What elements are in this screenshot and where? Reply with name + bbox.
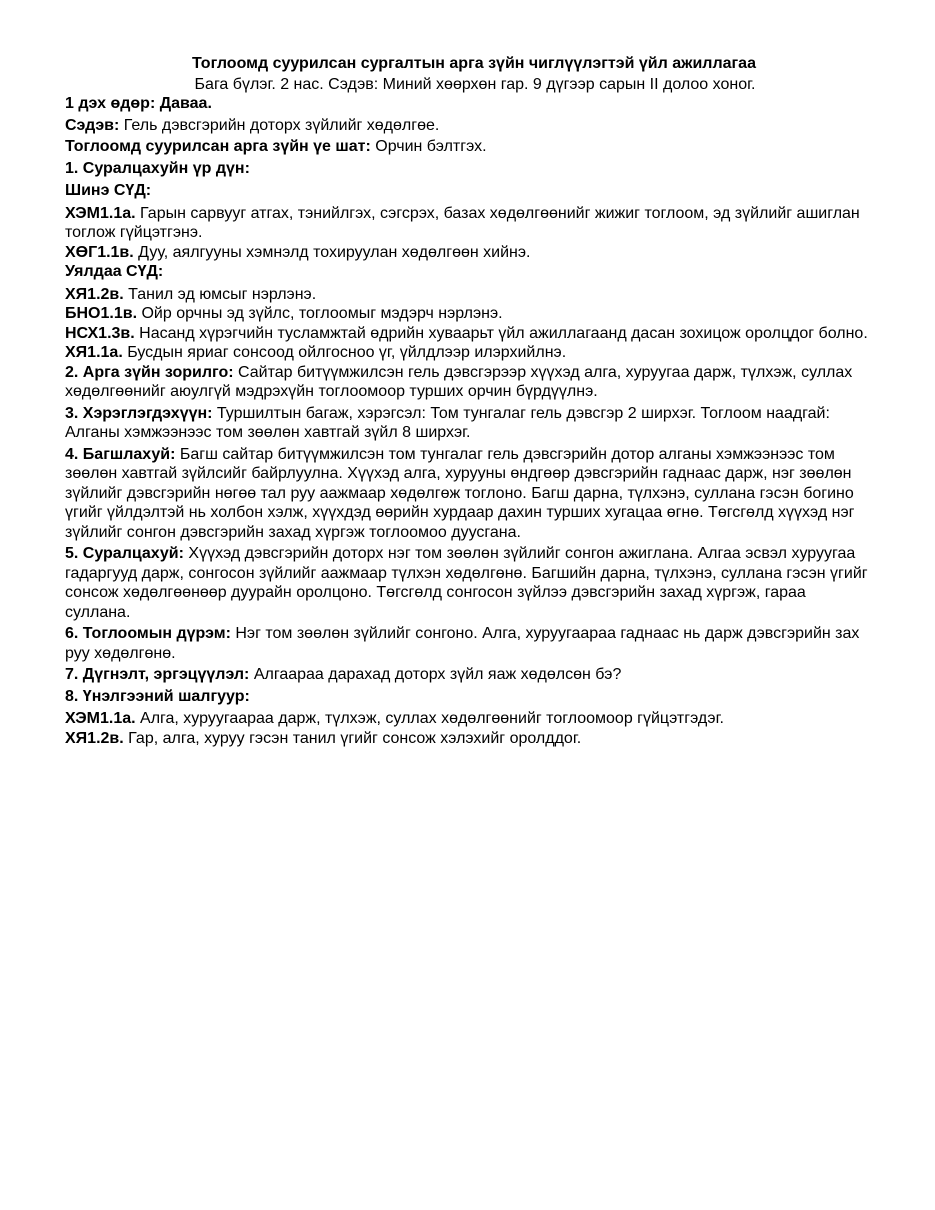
section-text: Алгаараа дарахад доторх зүйл яаж хөдөлсөн бэ?: [249, 666, 622, 683]
section-label: 2. Арга зүйн зорилго:: [65, 363, 234, 381]
topic-label: Сэдэв:: [65, 116, 120, 134]
stage-text: Орчин бэлтгэх.: [370, 138, 487, 155]
outcome-text: Бусдын яриаг сонсоод ойлгосноо үг, үйлдлээр илэрхийлнэ.: [122, 344, 567, 361]
outcome-code: ХЯ1.2в.: [65, 285, 124, 303]
section-text: Хүүхэд дэвсгэрийн доторх нэг том зөөлөн зүйлийг сонгон ажиглана. Алгаа эсвэл хуруугаа гадаргууд дарж, сонгосон зүйлийг аажмаар түлхэн хөдөлгөнө. Багшийн дарна, түлхэнэ, суллана гэсэн үгийг сонсож хөдөлгөөнөөр дуурайн оролцоно. Төгсгөлд сонгосон зүйлээ дэвсгэрийн захад хүргэж, гараа суллана.: [65, 545, 868, 621]
topic-text: Гель дэвсгэрийн доторх зүйлийг хөдөлгөе.: [119, 116, 440, 134]
section-learning: [65, 544, 875, 622]
criteria-text: Гар, алга, хуруу гэсэн танил үгийг сонсож хэлэхийг оролддог.: [123, 729, 582, 747]
outcome-text: Гарын сарвууг атгах, тэнийлгэх, сэгсрэх, базах хөдөлгөөнийг жижиг тоглоом, эд зүйлийг ашиглан тоглож гүйцэтгэнэ.: [65, 204, 860, 241]
criteria-code: ХЯ1.2в.: [65, 729, 124, 747]
related-outcome-item: [65, 285, 875, 305]
criteria-item: [65, 729, 875, 749]
section-game-rules: [65, 624, 875, 663]
outcome-text: Ойр орчны эд зүйлс, тоглоомыг мэдэрч нэрлэнэ.: [137, 305, 503, 322]
direct-outcome-item: [65, 243, 875, 263]
outcome-code: ХЭМ1.1а.: [65, 204, 136, 222]
section-reflection: [65, 665, 875, 685]
section-materials: [65, 404, 875, 443]
section-label: 6. Тоглоомын дүрэм:: [65, 625, 231, 642]
stage-line: [65, 137, 875, 157]
related-outcome-item: [65, 324, 875, 344]
section-text: Туршилтын багаж, хэрэгсэл: Том тунгалаг гель дэвсгэр 2 ширхэг. Тоглоом наадгай: Алганы хэмжээнээс том зөөлөн хавтгай зүйл 8 ширхэг.: [65, 404, 830, 441]
section-text: Сайтар битүүмжилсэн гель дэвсгэрээр хүүхэд алга, хуруугаа дарж, түлхэж, суллах хөдөлгөөнийг аюулгүй мэдрэхүйн тоглоомоор турших орчин бүрдүүлнэ.: [65, 363, 853, 400]
outcome-code: НСХ1.3в.: [65, 324, 135, 342]
outcome-code: ХӨГ1.1в.: [65, 243, 134, 261]
criteria-text: Алга, хуруугаараа дарж, түлхэж, суллах хөдөлгөөнийг тоглоомоор гүйцэтгэдэг.: [135, 710, 724, 727]
section-label: 4. Багшлахуй:: [65, 445, 176, 463]
criteria-code: ХЭМ1.1а.: [65, 710, 136, 727]
outcome-code: БНО1.1в.: [65, 305, 138, 322]
section-label: 7. Дүгнэлт, эргэцүүлэл:: [65, 666, 250, 683]
section-text: Багш сайтар битүүмжилсэн том тунгалаг гель дэвсгэрийн дотор алганы хэмжээнээс том зөөлөн хавтгай зүйлсийг байрлуулна. Хүүхэд алга, хурууны өндгөөр дэвсгэрийн гаднаас дарж, нэг зөөлөн зүйлийг дэвсгэрийн нөгөө тал руу аажмаар хөдөлгөж тоглоно. Багш дарна, түлхэнэ, суллана гэсэн богино үгийг үйлдэлтэй нь холбон хэлж, хүүхдэд өөрийн хурдаар дахин турших хугацаа өгнө. Төгсгөлд хүүхэд нэг зүйлийг сонгон дэвсгэрийн захад хүргэж тоглоомоо дуусгана.: [65, 445, 855, 541]
related-outcome-item: [65, 343, 875, 363]
section-label: 5. Суралцахуй:: [65, 545, 184, 562]
day-heading: 1 дэх өдөр: Даваа.: [65, 95, 212, 112]
outcome-code: ХЯ1.1а.: [65, 344, 123, 361]
section-label: 3. Хэрэглэгдэхүүн:: [65, 404, 213, 422]
stage-label: Тоглоомд суурилсан арга зүйн үе шат:: [65, 138, 371, 155]
outcome-text: Насанд хүрэгчийн тусламжтай өдрийн хуваарьт үйл ажиллагаанд дасан зохицож оролцдог болно.: [134, 324, 868, 342]
related-outcomes-heading: Уялдаа СҮД:: [65, 263, 164, 280]
criteria-item: [65, 709, 875, 729]
outcome-heading: 1. Суралцахуйн үр дүн:: [65, 159, 250, 177]
direct-outcomes-heading: Шинэ СҮД:: [65, 182, 152, 199]
section-method-goal: [65, 363, 875, 402]
section-text: Нэг том зөөлөн зүйлийг сонгоно. Алга, хуруугаараа гаднаас нь дарж дэвсгэрийн зах руу хөдөлгөнө.: [65, 625, 860, 662]
related-outcome-item: [65, 304, 875, 324]
section-teaching: [65, 445, 875, 543]
criteria-heading: 8. Үнэлгээний шалгуур:: [65, 687, 250, 705]
outcome-text: Танил эд юмсыг нэрлэнэ.: [123, 285, 317, 303]
direct-outcome-item: [65, 204, 875, 243]
topic-line: [65, 116, 875, 136]
document-title: Тоглоомд суурилсан сургалтын арга зүйн чиглүүлэгтэй үйл ажиллагаа: [192, 55, 756, 72]
document-subtitle: Бага бүлэг. 2 нас. Сэдэв: Миний хөөрхөн гар. 9 дүгээр сарын II долоо хоног.: [194, 75, 756, 93]
outcome-text: Дуу, аялгууны хэмнэлд тохируулан хөдөлгөөн хийнэ.: [133, 243, 531, 261]
